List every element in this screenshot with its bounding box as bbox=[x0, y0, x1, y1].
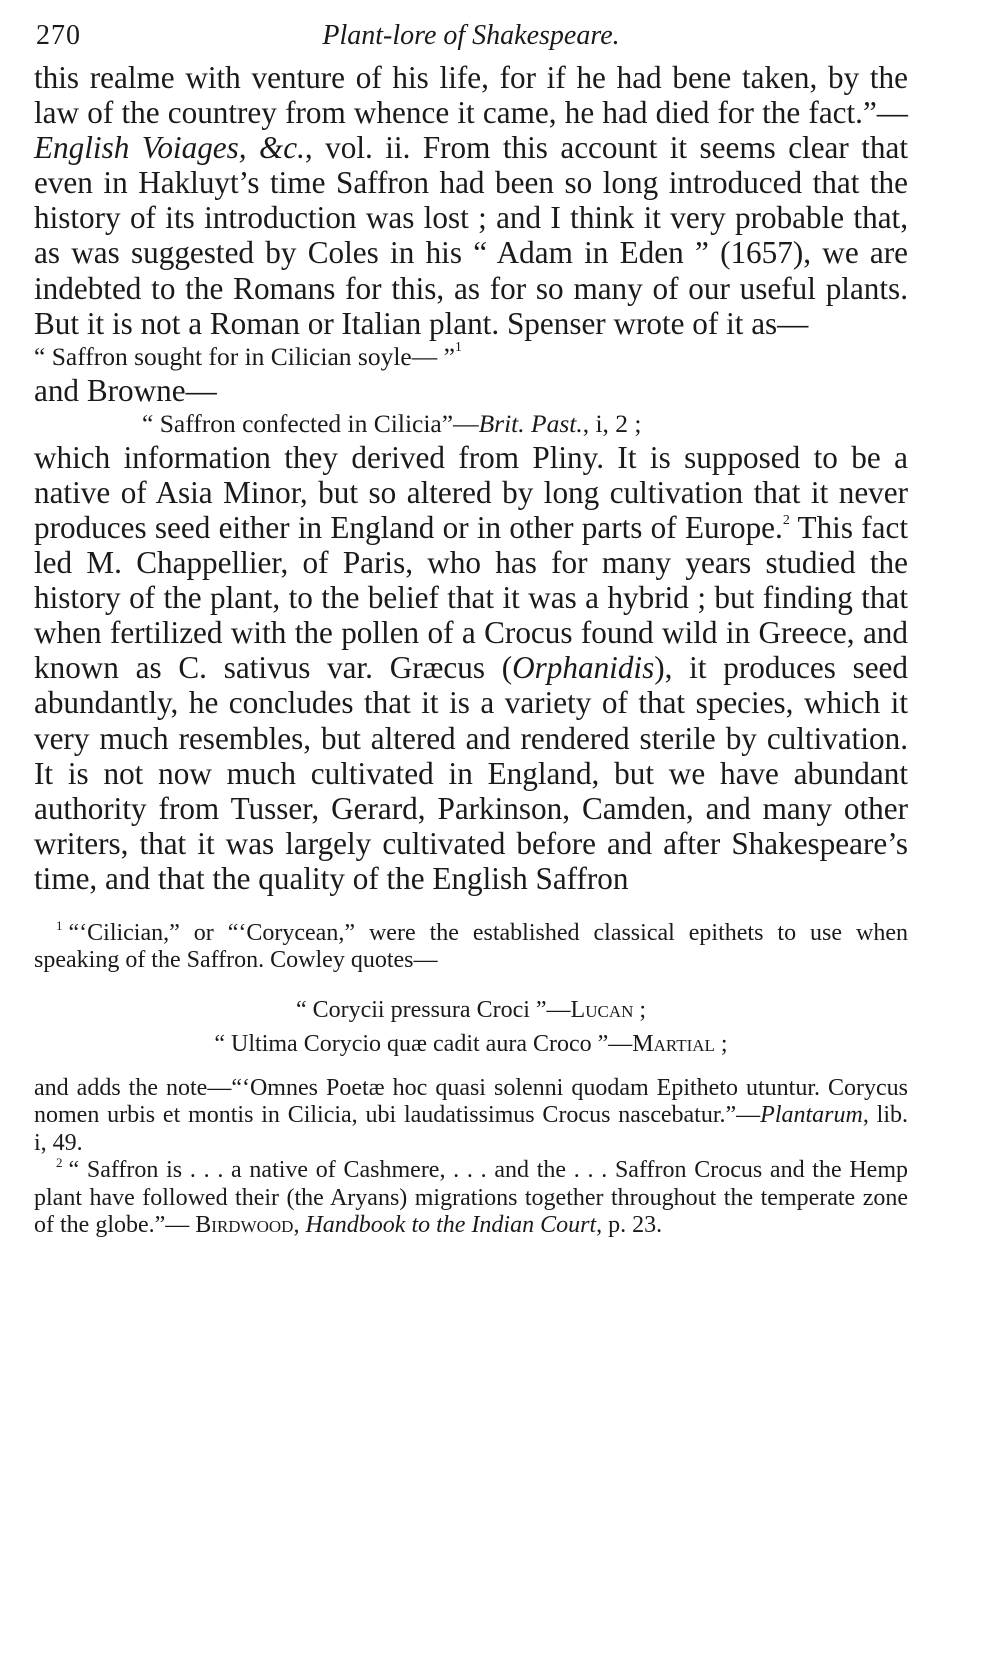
citation-brit-past: Brit. Past. bbox=[478, 408, 583, 438]
quote-browne: “ Saffron confected in Cilicia”—Brit. Past., i, 2 ; bbox=[142, 408, 642, 438]
citation-english-voiages: English Voiages, &c. bbox=[34, 130, 305, 166]
footnote-1-mark: 1 bbox=[56, 917, 63, 933]
footnote-quote-martial: “ Ultima Corycio quæ cadit aura Croco ”—Martial ; bbox=[214, 1030, 728, 1057]
italic-orphanidis: Orphanidis bbox=[512, 650, 655, 686]
paragraph-1: this realme with venture of his life, for if he had bene taken, by the law of the countrey from whence it came, he had died for the fact.”—English Voiages, &c., vol. ii. From this account it seems clear that even in Hakluyt’s time Saffron had been so long introduced that the history of its introduction was lost ; and I think it very probable that, as was suggested by Coles in his “ Adam in Eden ” (1657), we are indebted to the Romans for this, as for so many of our useful plants. But it is not a Roman or Italian plant. Spenser wrote of it as— bbox=[34, 60, 908, 341]
citation-plantarum: Plantarum bbox=[760, 1102, 863, 1129]
footnote-ref-1: 1 bbox=[454, 339, 462, 355]
footnote-1: $^1$ “‘Cilician,” or “‘Corycean,” were the established classical epithets to use when speaking of the Saffron. Cowley quotes— bbox=[34, 917, 908, 974]
running-title: Plant-lore of Shakespeare. bbox=[322, 20, 620, 51]
page-number: 270 bbox=[36, 20, 81, 51]
footnote-quote-lucan: “ Corycii pressura Croci ”—Lucan ; bbox=[295, 996, 647, 1023]
book-page bbox=[34, 14, 908, 1240]
footnote-1-continuation: and adds the note—“‘Omnes Poetæ hoc quasi solenni quodam Epitheto utuntur. Corycus nomen urbis et montis in Cilicia, ubi laudatissimus Crocus nascebatur.”—Plantarum, lib. i, 49. bbox=[34, 1074, 908, 1156]
page-header bbox=[34, 14, 908, 60]
and-browne-line: and Browne— bbox=[34, 372, 217, 408]
footnote-ref-2: 2 bbox=[782, 512, 790, 528]
citation-handbook: Handbook to the Indian Court bbox=[305, 1212, 597, 1239]
footnote-2: $^2$ “ Saffron is . . . a native of Cashmere, . . . and the . . . Saffron Crocus and the Hemp plant have followed their (the Aryans) migrations together throughout the temperate zone of the globe.”— Birdwood, Handbook to the Indian Court, p. 23. bbox=[34, 1155, 908, 1239]
paragraph-2: which information they derived from Pliny. It is supposed to be a native of Asia Minor, but so altered by long cultivation that it never produces seed either in England or in other parts of Europe.$^2$ This fact led M. Chappellier, of Paris, who has for many years studied the history of the plant, to the belief that it was a hybrid ; but finding that when fertilized with the pollen of a Crocus found wild in Greece, and known as C. sativus var. Græcus (Orphanidis), it produces seed abundantly, he concludes that it is a variety of that species, which it very much resembles, but altered and rendered sterile by cultivation. It is not now much cultivated in England, but we have abundant authority from Tusser, Gerard, Parkinson, Camden, and many other writers, that it was largely cultivated before and after Shakespeare’s time, and that the quality of the English Saffron bbox=[34, 439, 908, 896]
author-birdwood: Birdwood bbox=[195, 1212, 294, 1239]
footnotes bbox=[34, 917, 908, 1240]
footnote-2-mark: 2 bbox=[56, 1155, 63, 1171]
main-text bbox=[34, 60, 908, 896]
quote-spenser: “ Saffron sought for in Cilician soyle— ”$^1$ bbox=[34, 339, 462, 371]
footnote-1-quotes bbox=[34, 993, 908, 1061]
